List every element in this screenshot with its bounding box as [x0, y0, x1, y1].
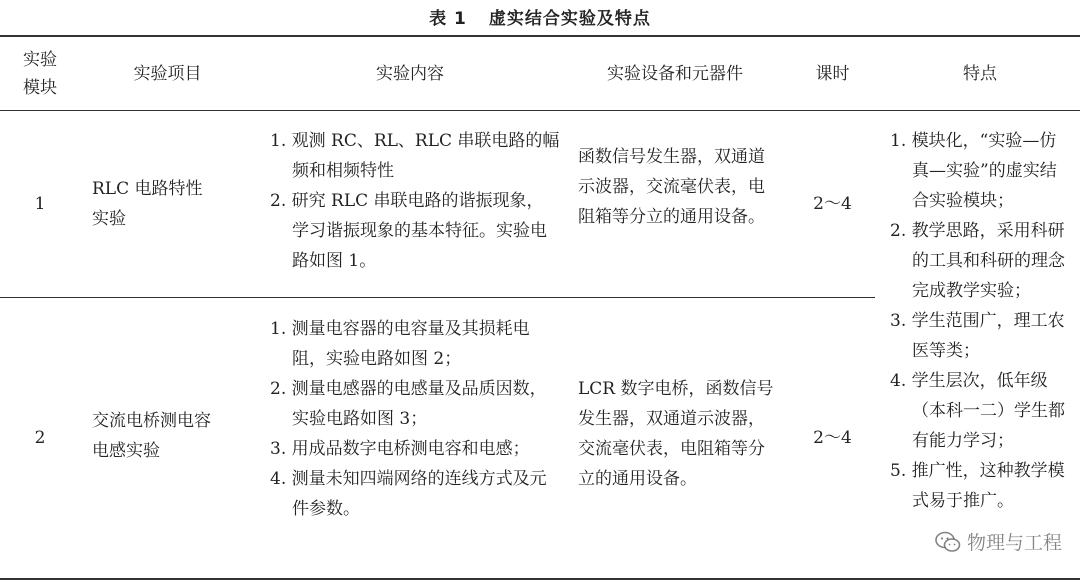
bottom-rule — [0, 578, 1080, 580]
row1-hours: 2～4 — [813, 194, 852, 214]
header-project: 实验项目 — [133, 63, 202, 84]
header-features: 特点 — [963, 63, 997, 84]
row2-project-line1: 交流电桥测电容 — [92, 411, 211, 431]
row2-equipment: LCR 数字电桥，函数信号发生器，双通道示波器，交流毫伏表，电阻箱等分立的通用设备。 — [578, 379, 774, 489]
features-cell — [890, 126, 1072, 516]
header-module-line2: 模块 — [23, 77, 57, 98]
header-rule — [0, 110, 1080, 111]
header-content: 实验内容 — [376, 63, 444, 84]
row1-project — [92, 174, 252, 234]
row2-project — [92, 406, 252, 466]
row2-content-item-4: 4. 测量未知四端网络的连线方式及元件参数。 — [270, 469, 547, 519]
header-module-line1: 实验 — [23, 49, 57, 70]
row1-content-item-2: 2. 研究 RLC 串联电路的谐振现象，学习谐振现象的基本特征。实验电路如图 1。 — [270, 191, 547, 271]
table-caption — [0, 4, 1080, 29]
feature-item-4: 4. 学生层次，低年级（本科一二）学生都有能力学习； — [890, 371, 1065, 451]
row1-content-list — [270, 126, 560, 276]
row2-content-list — [270, 314, 560, 524]
row1-equipment: 函数信号发生器，双通道示波器，交流毫伏表，电阻箱等分立的通用设备。 — [578, 147, 765, 227]
feature-item-5: 5. 推广性，这种教学模式易于推广。 — [890, 461, 1065, 511]
watermark — [935, 528, 1062, 555]
row1-module: 1 — [34, 194, 46, 214]
header-hours: 课时 — [815, 63, 850, 84]
feature-item-1: 1. 模块化，“实验—仿真—实验”的虚实结合实验模块； — [890, 131, 1057, 211]
row2-content-item-2: 2. 测量电感器的电感量及品质因数，实验电路如图 3； — [270, 379, 547, 429]
watermark-text: 物理与工程 — [966, 532, 1062, 554]
row-divider — [0, 297, 875, 298]
wechat-icon — [935, 531, 961, 553]
row2-content — [270, 314, 560, 524]
row1-project-line2: 实验 — [92, 209, 126, 229]
feature-item-3: 3. 学生范围广，理工农医等类； — [890, 311, 1065, 361]
row1-content-item-1: 1. 观测 RC、RL、RLC 串联电路的幅频和相频特性 — [270, 131, 560, 181]
row1-project-line1: RLC 电路特性 — [92, 179, 203, 199]
header-module — [0, 37, 80, 110]
row2-project-line2: 电感实验 — [92, 441, 160, 461]
row2-content-item-3: 3. 用成品数字电桥测电容和电感； — [270, 439, 530, 459]
row2-hours: 2～4 — [813, 428, 852, 448]
table-number: 表 1 — [429, 9, 467, 29]
feature-item-2: 2. 教学思路，采用科研的工具和科研的理念完成教学实验； — [890, 221, 1065, 301]
header-equipment: 实验设备和元器件 — [607, 63, 743, 84]
row2-content-item-1: 1. 测量电容器的电容量及其损耗电阻，实验电路如图 2； — [270, 319, 530, 369]
row2-module: 2 — [34, 428, 46, 448]
features-list — [890, 126, 1072, 516]
table-title: 虚实结合实验及特点 — [488, 9, 651, 29]
row1-content — [270, 126, 560, 276]
